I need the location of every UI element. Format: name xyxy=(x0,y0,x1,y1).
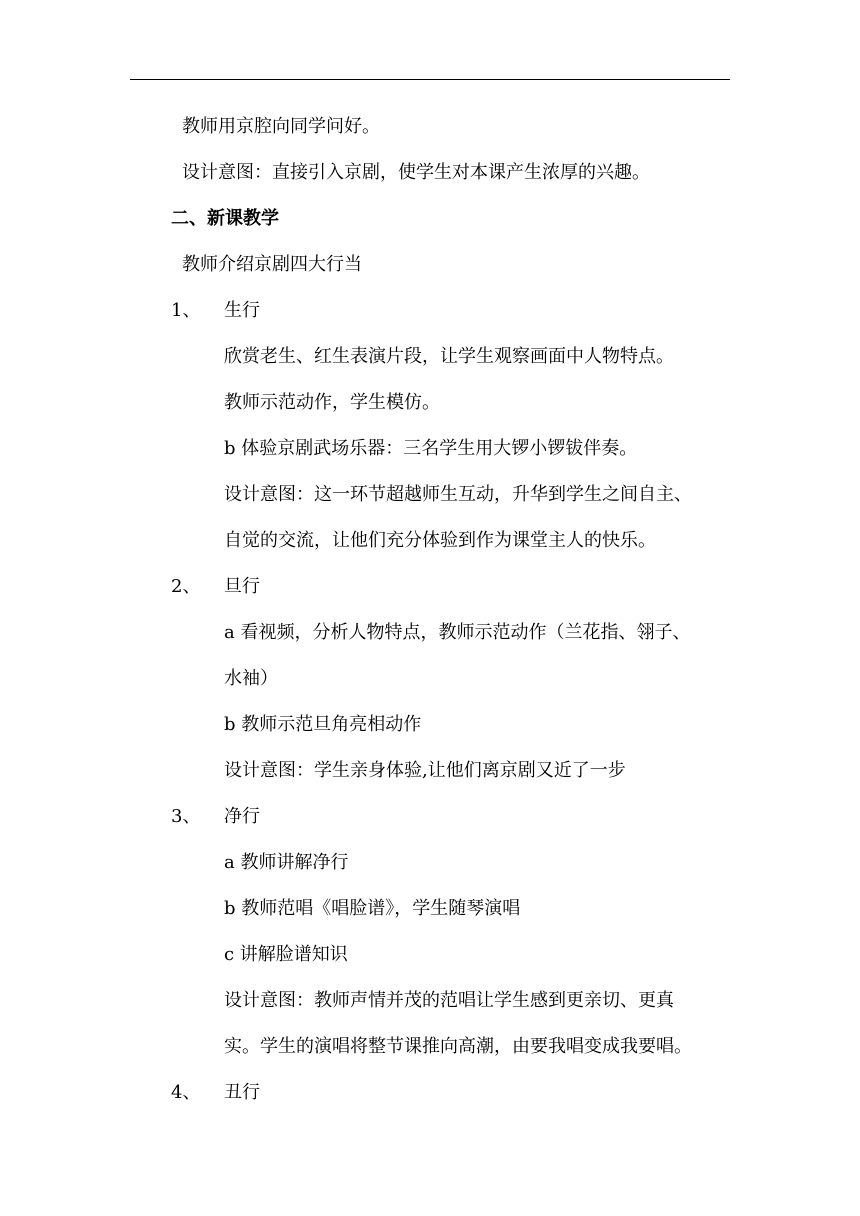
header-rule xyxy=(130,79,730,80)
item-line: 设计意图：这一环节超越师生互动，升华到学生之间自主、 xyxy=(224,484,692,505)
item-line: 设计意图：教师声情并茂的范唱让学生感到更亲切、更真 xyxy=(224,990,674,1011)
item-title: 丑行 xyxy=(224,1082,260,1103)
item-line: c 讲解脸谱知识 xyxy=(224,944,348,965)
item-number: 1、 xyxy=(171,300,201,321)
item-line: b 教师示范旦角亮相动作 xyxy=(224,714,422,735)
item-line: 欣赏老生、红生表演片段，让学生观察画面中人物特点。 xyxy=(224,346,674,367)
item-line: a 看视频，分析人物特点，教师示范动作（兰花指、翎子、 xyxy=(224,622,691,643)
item-number: 2、 xyxy=(171,576,201,597)
section-heading: 二、新课教学 xyxy=(171,208,279,229)
item-number: 4、 xyxy=(171,1082,201,1103)
item-line: b 体验京剧武场乐器：三名学生用大锣小锣钹伴奏。 xyxy=(224,438,638,459)
intro-design-intent: 设计意图：直接引入京剧，使学生对本课产生浓厚的兴趣。 xyxy=(182,162,650,183)
intro-greeting: 教师用京腔向同学问好。 xyxy=(182,116,380,137)
item-line: a 教师讲解净行 xyxy=(224,852,349,873)
item-line: 水袖） xyxy=(224,668,278,689)
item-title: 生行 xyxy=(224,300,260,321)
item-line: 自觉的交流，让他们充分体验到作为课堂主人的快乐。 xyxy=(224,530,656,551)
item-title: 旦行 xyxy=(224,576,260,597)
item-title: 净行 xyxy=(224,806,260,827)
item-line: 设计意图：学生亲身体验,让他们离京剧又近了一步 xyxy=(224,760,626,781)
item-line: b 教师范唱《唱脸谱》，学生随琴演唱 xyxy=(224,898,521,919)
item-line: 教师示范动作，学生模仿。 xyxy=(224,392,440,413)
item-number: 3、 xyxy=(171,806,201,827)
section-lead: 教师介绍京剧四大行当 xyxy=(182,254,362,275)
item-line: 实。学生的演唱将整节课推向高潮，由要我唱变成我要唱。 xyxy=(224,1036,692,1057)
